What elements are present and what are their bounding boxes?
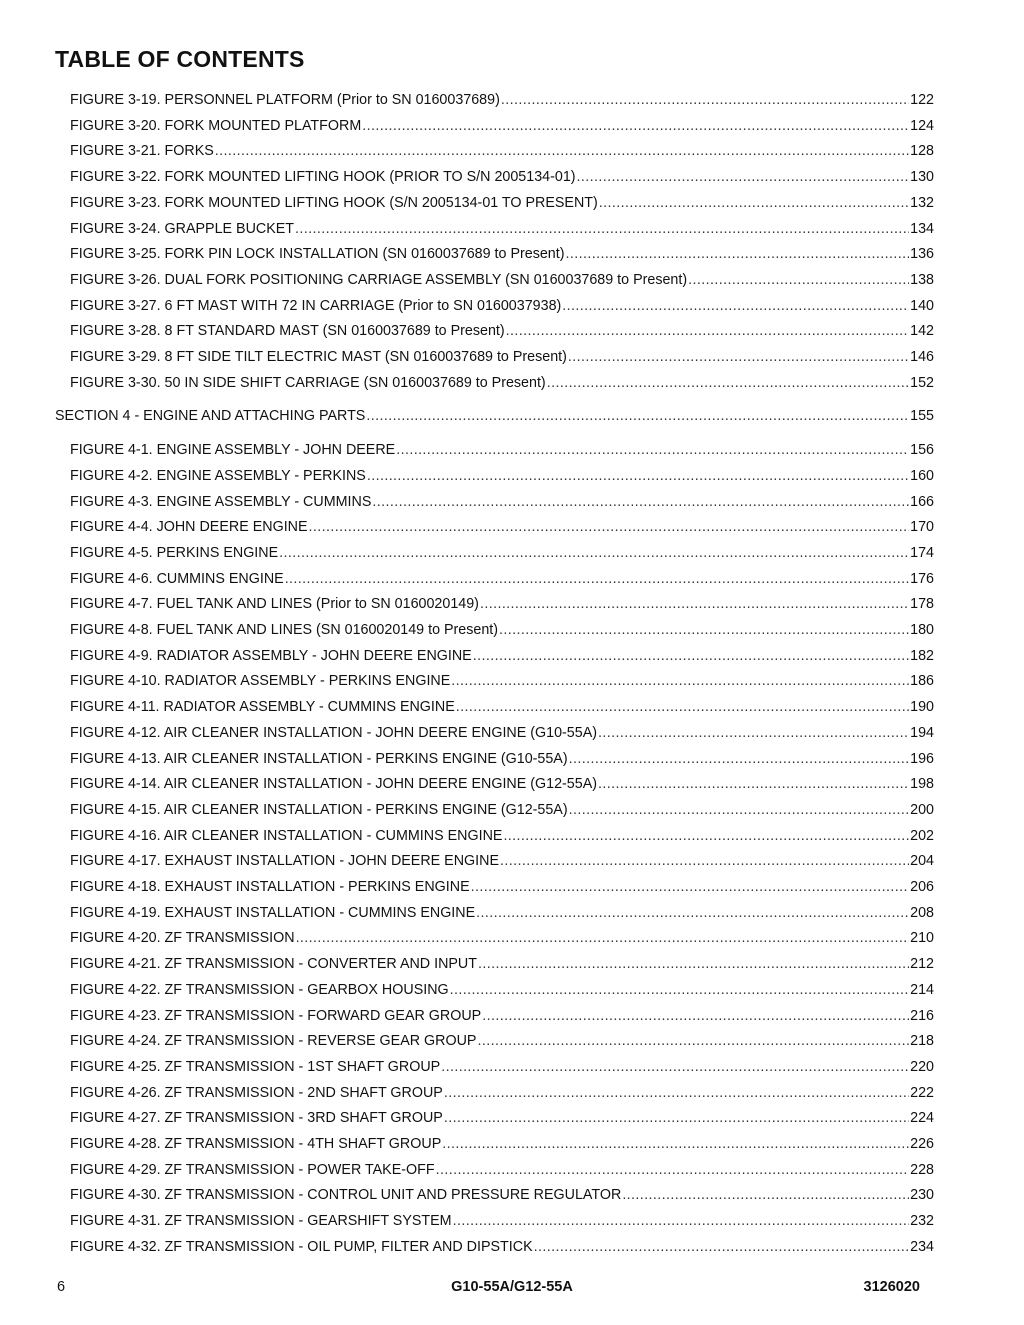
footer-page-number: 6 <box>57 1279 66 1295</box>
dot-leader <box>366 404 909 428</box>
toc-figure-entry[interactable] <box>0 1235 1024 1259</box>
dot-leader <box>577 165 910 189</box>
toc-entry-label: FIGURE 4-2. ENGINE ASSEMBLY - PERKINS <box>70 467 366 484</box>
dot-leader <box>477 1029 909 1053</box>
dot-leader <box>622 1183 909 1207</box>
toc-entry-page: 170 <box>910 519 934 536</box>
dot-leader <box>296 926 910 950</box>
toc-entry-page: 208 <box>910 904 934 921</box>
dot-leader <box>215 139 909 163</box>
toc-entry-page: 146 <box>910 349 934 365</box>
toc-figure-entry[interactable] <box>0 747 1024 771</box>
toc-figure-entry[interactable] <box>0 464 1024 488</box>
dot-leader <box>598 772 909 796</box>
toc-figure-entry[interactable] <box>0 721 1024 745</box>
dot-leader <box>285 567 909 591</box>
footer-document-number: 3126020 <box>863 1279 920 1295</box>
toc-section-entry[interactable] <box>0 404 1024 428</box>
toc-figure-entry[interactable] <box>0 490 1024 514</box>
toc-figure-entry[interactable] <box>0 1004 1024 1028</box>
dot-leader <box>476 901 909 925</box>
toc-figure-entry[interactable] <box>0 1106 1024 1130</box>
dot-leader <box>396 438 909 462</box>
dot-leader <box>309 515 910 539</box>
dot-leader <box>436 1158 910 1182</box>
toc-entry-page: 152 <box>910 374 934 391</box>
dot-leader <box>568 345 909 369</box>
toc-entry-label: FIGURE 4-21. ZF TRANSMISSION - CONVERTER AND INPUT <box>70 956 477 973</box>
toc-entry-label: FIGURE 4-18. EXHAUST INSTALLATION - PERKINS ENGINE <box>70 879 470 895</box>
toc-entry-page: 138 <box>910 271 934 288</box>
toc-entry-label: FIGURE 4-31. ZF TRANSMISSION - GEARSHIFT SYSTEM <box>70 1213 452 1230</box>
toc-figure-entry[interactable] <box>0 618 1024 642</box>
toc-figure-entry[interactable] <box>0 319 1024 343</box>
toc-figure-entry[interactable] <box>0 772 1024 796</box>
toc-entry-label: FIGURE 4-6. CUMMINS ENGINE <box>70 570 284 587</box>
toc-entry-page: 186 <box>910 673 934 690</box>
toc-entry-page: 196 <box>910 750 934 767</box>
toc-entry-label: FIGURE 4-3. ENGINE ASSEMBLY - CUMMINS <box>70 493 372 510</box>
toc-figure-entry[interactable] <box>0 1029 1024 1053</box>
toc-entry-page: 210 <box>910 930 934 947</box>
toc-entry-label: FIGURE 4-32. ZF TRANSMISSION - OIL PUMP, FILTER AND DIPSTICK <box>70 1238 533 1255</box>
toc-figure-entry[interactable] <box>0 217 1024 241</box>
dot-leader <box>480 592 909 616</box>
dot-leader <box>367 464 909 488</box>
toc-entry-page: 224 <box>910 1110 934 1127</box>
toc-entry-page: 140 <box>910 297 934 314</box>
dot-leader <box>295 217 909 241</box>
dot-leader <box>482 1004 909 1028</box>
toc-entry-label: FIGURE 4-1. ENGINE ASSEMBLY - JOHN DEERE <box>70 442 396 459</box>
dot-leader <box>478 952 909 976</box>
page-title: TABLE OF CONTENTS <box>55 46 305 72</box>
toc-entry-label: FIGURE 3-30. 50 IN SIDE SHIFT CARRIAGE (SN 0160037689 to Present) <box>70 374 546 391</box>
dot-leader <box>444 1106 909 1130</box>
dot-leader <box>500 849 909 873</box>
toc-entry-label: FIGURE 4-24. ZF TRANSMISSION - REVERSE GEAR GROUP <box>70 1033 477 1050</box>
toc-figure-entry[interactable] <box>0 644 1024 668</box>
toc-entry-page: 178 <box>910 596 934 613</box>
toc-entry-label: FIGURE 3-24. GRAPPLE BUCKET <box>70 220 295 237</box>
dot-leader <box>451 669 909 693</box>
toc-entry-page: 176 <box>910 570 934 587</box>
footer-model: G10-55A/G12-55A <box>451 1279 573 1295</box>
toc-entry-page: 160 <box>910 467 934 484</box>
dot-leader <box>503 824 909 848</box>
toc-entry-page: 122 <box>910 92 934 108</box>
toc-figure-entry[interactable] <box>0 371 1024 395</box>
dot-leader <box>562 294 909 318</box>
dot-leader <box>372 490 909 514</box>
dot-leader <box>688 268 909 292</box>
toc-figure-entry[interactable] <box>0 191 1024 215</box>
toc-figure-entry[interactable] <box>0 567 1024 591</box>
toc-figure-entry[interactable] <box>0 1183 1024 1207</box>
dot-leader <box>501 88 909 112</box>
toc-entry-page: 130 <box>910 169 934 186</box>
toc-entry-page: 155 <box>910 408 934 425</box>
toc-entry-page: 206 <box>910 879 934 895</box>
toc-figure-entry[interactable] <box>0 824 1024 848</box>
toc-figure-entry[interactable] <box>0 345 1024 369</box>
dot-leader <box>569 798 910 822</box>
toc-figure-entry[interactable] <box>0 669 1024 693</box>
toc-entry-page: 132 <box>910 194 934 211</box>
toc-figure-entry[interactable] <box>0 139 1024 163</box>
toc-figure-entry[interactable] <box>0 242 1024 266</box>
toc-entry-label: FIGURE 4-19. EXHAUST INSTALLATION - CUMMINS ENGINE <box>70 904 476 921</box>
toc-entry-label: FIGURE 4-30. ZF TRANSMISSION - CONTROL UNIT AND PRESSURE REGULATOR <box>70 1187 622 1204</box>
dot-leader <box>569 747 910 771</box>
toc-entry-label: FIGURE 3-26. DUAL FORK POSITIONING CARRIAGE ASSEMBLY (SN 0160037689 to Present) <box>70 271 688 288</box>
toc-figure-entry[interactable] <box>0 798 1024 822</box>
toc-entry-page: 212 <box>910 956 934 973</box>
toc-entry-label: SECTION 4 - ENGINE AND ATTACHING PARTS <box>55 408 366 425</box>
toc-entry-label: FIGURE 3-25. FORK PIN LOCK INSTALLATION (SN 0160037689 to Present) <box>70 246 565 263</box>
toc-entry-page: 234 <box>910 1238 934 1255</box>
toc-entry-page: 214 <box>910 981 934 998</box>
toc-entry-page: 226 <box>910 1136 934 1152</box>
toc-figure-entry[interactable] <box>0 515 1024 539</box>
toc-figure-entry[interactable] <box>0 952 1024 976</box>
dot-leader <box>547 371 909 395</box>
dot-leader <box>279 541 909 565</box>
toc-entry-page: 142 <box>910 323 934 340</box>
toc-figure-entry[interactable] <box>0 1132 1024 1156</box>
toc-figure-entry[interactable] <box>0 901 1024 925</box>
toc-figure-entry[interactable] <box>0 1158 1024 1182</box>
dot-leader <box>456 695 909 719</box>
toc-figure-entry[interactable] <box>0 114 1024 138</box>
dot-leader <box>471 875 910 899</box>
toc-entry-label: FIGURE 4-12. AIR CLEANER INSTALLATION - JOHN DEERE ENGINE (G10-55A) <box>70 724 597 741</box>
toc-entry-label: FIGURE 3-29. 8 FT SIDE TILT ELECTRIC MAST (SN 0160037689 to Present) <box>70 349 567 365</box>
toc-entry-label: FIGURE 3-22. FORK MOUNTED LIFTING HOOK (PRIOR TO S/N 2005134-01) <box>70 169 576 186</box>
toc-entry-label: FIGURE 4-16. AIR CLEANER INSTALLATION - CUMMINS ENGINE <box>70 827 503 844</box>
toc-entry-page: 182 <box>910 647 934 664</box>
dot-leader <box>453 1209 910 1233</box>
toc-entry-page: 222 <box>910 1084 934 1101</box>
toc-entry-page: 230 <box>910 1187 934 1204</box>
toc-figure-entry[interactable] <box>0 165 1024 189</box>
toc-figure-entry[interactable] <box>0 695 1024 719</box>
toc-entry-page: 124 <box>910 117 934 134</box>
toc-entry-page: 174 <box>910 544 934 561</box>
toc-figure-entry[interactable] <box>0 438 1024 462</box>
toc-figure-entry[interactable] <box>0 875 1024 899</box>
toc-entry-page: 218 <box>910 1033 934 1050</box>
dot-leader <box>534 1235 910 1259</box>
toc-entry-label: FIGURE 3-20. FORK MOUNTED PLATFORM <box>70 117 362 134</box>
toc-figure-entry[interactable] <box>0 294 1024 318</box>
toc-entry-page: 156 <box>910 442 934 459</box>
page-footer <box>0 1277 1024 1297</box>
dot-leader <box>450 978 909 1002</box>
toc-entry-page: 232 <box>910 1213 934 1230</box>
dot-leader <box>444 1081 909 1105</box>
toc-entry-label: FIGURE 4-25. ZF TRANSMISSION - 1ST SHAFT GROUP <box>70 1058 441 1075</box>
toc-figure-entry[interactable] <box>0 1209 1024 1233</box>
toc-entry-page: 220 <box>910 1058 934 1075</box>
toc-entry-label: FIGURE 4-10. RADIATOR ASSEMBLY - PERKINS ENGINE <box>70 673 451 690</box>
dot-leader <box>441 1055 909 1079</box>
toc-entry-label: FIGURE 3-19. PERSONNEL PLATFORM (Prior to SN 0160037689) <box>70 92 500 108</box>
toc-entry-label: FIGURE 4-23. ZF TRANSMISSION - FORWARD GEAR GROUP <box>70 1007 482 1024</box>
toc-entry-label: FIGURE 3-28. 8 FT STANDARD MAST (SN 0160037689 to Present) <box>70 323 505 340</box>
toc-entry-label: FIGURE 4-8. FUEL TANK AND LINES (SN 0160020149 to Present) <box>70 622 499 638</box>
toc-entry-label: FIGURE 4-26. ZF TRANSMISSION - 2ND SHAFT GROUP <box>70 1084 443 1101</box>
toc-figure-entry[interactable] <box>0 88 1024 112</box>
dot-leader <box>442 1132 909 1156</box>
toc-entry-label: FIGURE 3-23. FORK MOUNTED LIFTING HOOK (S/N 2005134-01 TO PRESENT) <box>70 194 598 211</box>
dot-leader <box>566 242 910 266</box>
toc-entry-page: 202 <box>910 827 934 844</box>
toc-figure-entry[interactable] <box>0 926 1024 950</box>
toc-figure-entry[interactable] <box>0 592 1024 616</box>
toc-entry-label: FIGURE 4-7. FUEL TANK AND LINES (Prior to SN 0160020149) <box>70 596 479 613</box>
toc-entry-label: FIGURE 4-4. JOHN DEERE ENGINE <box>70 519 308 536</box>
toc-entry-page: 166 <box>910 493 934 510</box>
toc-entry-page: 216 <box>910 1007 934 1024</box>
toc-entry-page: 134 <box>910 220 934 237</box>
toc-entry-page: 198 <box>910 776 934 793</box>
toc-entry-page: 190 <box>910 699 934 716</box>
toc-entry-label: FIGURE 4-29. ZF TRANSMISSION - POWER TAKE-OFF <box>70 1161 435 1178</box>
toc-figure-entry[interactable] <box>0 849 1024 873</box>
toc-entry-label: FIGURE 4-22. ZF TRANSMISSION - GEARBOX HOUSING <box>70 981 449 998</box>
toc-entry-label: FIGURE 4-15. AIR CLEANER INSTALLATION - PERKINS ENGINE (G12-55A) <box>70 801 568 818</box>
dot-leader <box>506 319 910 343</box>
toc-entry-page: 128 <box>910 143 934 160</box>
toc-entry-label: FIGURE 4-5. PERKINS ENGINE <box>70 544 279 561</box>
dot-leader <box>598 721 909 745</box>
toc-figure-entry[interactable] <box>0 1055 1024 1079</box>
toc-figure-entry[interactable] <box>0 268 1024 292</box>
toc-entry-label: FIGURE 3-21. FORKS <box>70 143 214 160</box>
toc-entry-label: FIGURE 4-9. RADIATOR ASSEMBLY - JOHN DEERE ENGINE <box>70 647 472 664</box>
toc-entry-label: FIGURE 4-14. AIR CLEANER INSTALLATION - JOHN DEERE ENGINE (G12-55A) <box>70 776 597 793</box>
toc-entry-page: 136 <box>910 246 934 263</box>
dot-leader <box>473 644 909 668</box>
dot-leader <box>599 191 909 215</box>
toc-figure-entry[interactable] <box>0 978 1024 1002</box>
toc-figure-entry[interactable] <box>0 541 1024 565</box>
toc-entry-page: 200 <box>910 801 934 818</box>
dot-leader <box>499 618 909 642</box>
toc-entry-label: FIGURE 4-20. ZF TRANSMISSION <box>70 930 295 947</box>
toc-entry-label: FIGURE 4-28. ZF TRANSMISSION - 4TH SHAFT GROUP <box>70 1136 442 1152</box>
toc-entry-label: FIGURE 4-13. AIR CLEANER INSTALLATION - PERKINS ENGINE (G10-55A) <box>70 750 568 767</box>
toc-entry-label: FIGURE 3-27. 6 FT MAST WITH 72 IN CARRIAGE (Prior to SN 0160037938) <box>70 297 562 314</box>
toc-entry-label: FIGURE 4-17. EXHAUST INSTALLATION - JOHN DEERE ENGINE <box>70 853 499 870</box>
toc-entry-label: FIGURE 4-11. RADIATOR ASSEMBLY - CUMMINS ENGINE <box>70 699 455 716</box>
dot-leader <box>362 114 909 138</box>
toc-entry-page: 228 <box>910 1161 934 1178</box>
toc-figure-entry[interactable] <box>0 1081 1024 1105</box>
toc-entry-page: 194 <box>910 724 934 741</box>
toc-entry-page: 180 <box>910 622 934 638</box>
toc-entry-label: FIGURE 4-27. ZF TRANSMISSION - 3RD SHAFT GROUP <box>70 1110 443 1127</box>
toc-entry-page: 204 <box>910 853 934 870</box>
